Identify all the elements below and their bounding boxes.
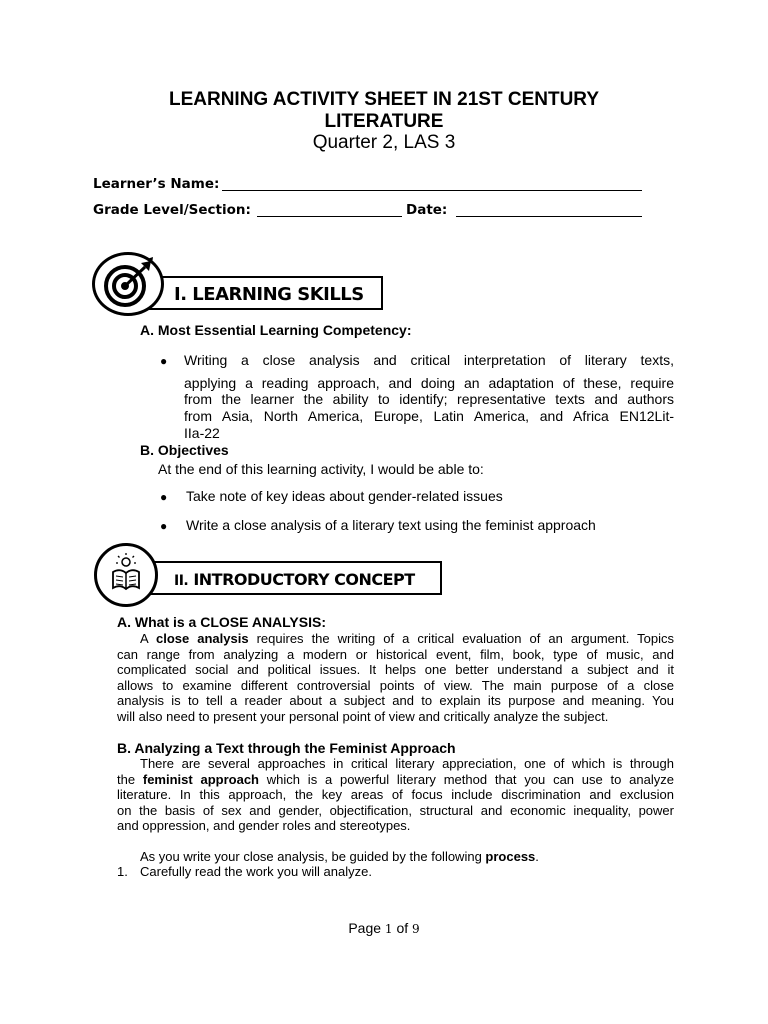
close-analysis-line-1: [117, 631, 674, 647]
close-analysis-line-2: can range from analyzing a modern or historical event, film, book, type of music, and: [117, 646, 674, 662]
process-intro: [140, 849, 539, 865]
bold-term: feminist approach: [142, 771, 259, 787]
objectives-heading: B. Objectives: [140, 442, 229, 458]
date-field[interactable]: [456, 203, 642, 217]
bullet-dot: ●: [160, 490, 168, 504]
section-title-text: INTRODUCTORY CONCEPT: [193, 570, 415, 589]
step-text: Carefully read the work you will analyze.: [140, 864, 372, 879]
text-run: .: [535, 849, 539, 864]
page-number: 1: [384, 922, 393, 936]
grade-level-label: Grade Level/Section:: [93, 202, 251, 218]
close-analysis-heading: A. What is a CLOSE ANALYSIS:: [117, 614, 326, 630]
title-line-1: LEARNING ACTIVITY SHEET IN 21ST CENTURY: [168, 89, 599, 110]
feminist-line-3: literature. In this approach, the key areas of focus include discrimination and exclusion: [117, 787, 674, 803]
target-icon: [92, 252, 164, 316]
learner-name-label: Learner’s Name:: [93, 176, 220, 192]
competency-line-4: from Asia, North America, Europe, Latin America, and Africa EN12Lit-: [184, 408, 674, 424]
competency-line-3: from the learner the ability to identify; representative texts and authors: [184, 391, 674, 407]
section-number: II.: [174, 573, 189, 589]
text-run: As you write your close analysis, be guided by the following: [140, 849, 486, 864]
text-run: which is a powerful literary method that you can use to analyze: [259, 771, 674, 787]
step-number: 1.: [117, 864, 128, 879]
bullet-dot: ●: [160, 519, 168, 533]
grade-level-field[interactable]: [257, 203, 402, 217]
objective-item: Write a close analysis of a literary text using the feminist approach: [186, 517, 596, 533]
page-word: Page: [348, 920, 382, 936]
text-run: the: [117, 771, 143, 787]
bold-term: process: [485, 849, 536, 864]
feminist-line-5: and oppression, and gender roles and stereotypes.: [117, 818, 411, 834]
close-analysis-line-4: allows to examine different controversial points of view. The main purpose of a close: [117, 677, 674, 693]
title-line-2: LITERATURE: [324, 111, 444, 132]
learning-skills-banner: [140, 276, 383, 310]
text-run: requires the writing of a critical evaluation of an argument. Topics: [248, 631, 674, 646]
subtitle: Quarter 2, LAS 3: [312, 132, 456, 153]
text-run: A: [140, 631, 156, 646]
introductory-concept-banner: [140, 561, 442, 595]
close-analysis-line-3: complicated social and political issues. It helps one better understand a subject and it: [117, 662, 674, 678]
objective-item: Take note of key ideas about gender-related issues: [186, 488, 503, 504]
competency-heading: A. Most Essential Learning Competency:: [140, 322, 412, 338]
of-word: of: [396, 920, 409, 936]
feminist-approach-heading: B. Analyzing a Text through the Feminist Approach: [117, 740, 456, 756]
bold-term: close analysis: [155, 631, 249, 646]
date-label: Date:: [406, 202, 448, 218]
competency-line-2: applying a reading approach, and doing an adaptation of these, require: [184, 375, 674, 391]
objectives-intro: At the end of this learning activity, I would be able to:: [158, 461, 484, 477]
book-lightbulb-icon: [94, 543, 158, 607]
learning-skills-title: I. LEARNING SKILLS: [174, 284, 364, 305]
feminist-line-1: There are several approaches in critical literary appreciation, one of which is through: [140, 756, 674, 771]
feminist-line-4: on the basis of sex and gender, objectification, structural and economic inequality, power: [117, 802, 674, 818]
competency-line-5: IIa-22: [184, 425, 220, 441]
competency-line-1: Writing a close analysis and critical interpretation of literary texts,: [184, 352, 674, 368]
close-analysis-line-5: analysis is to tell a reader about a subject and to explain its purpose and meaning. You: [117, 693, 674, 709]
introductory-concept-title: [174, 570, 415, 589]
learner-name-field[interactable]: [222, 177, 642, 191]
close-analysis-line-6: will also need to present your personal point of view and critically analyze the subject.: [117, 709, 609, 724]
page-footer: [0, 920, 768, 936]
bullet-dot: ●: [160, 354, 168, 368]
feminist-line-2: [117, 772, 674, 788]
page-total: 9: [412, 922, 420, 936]
